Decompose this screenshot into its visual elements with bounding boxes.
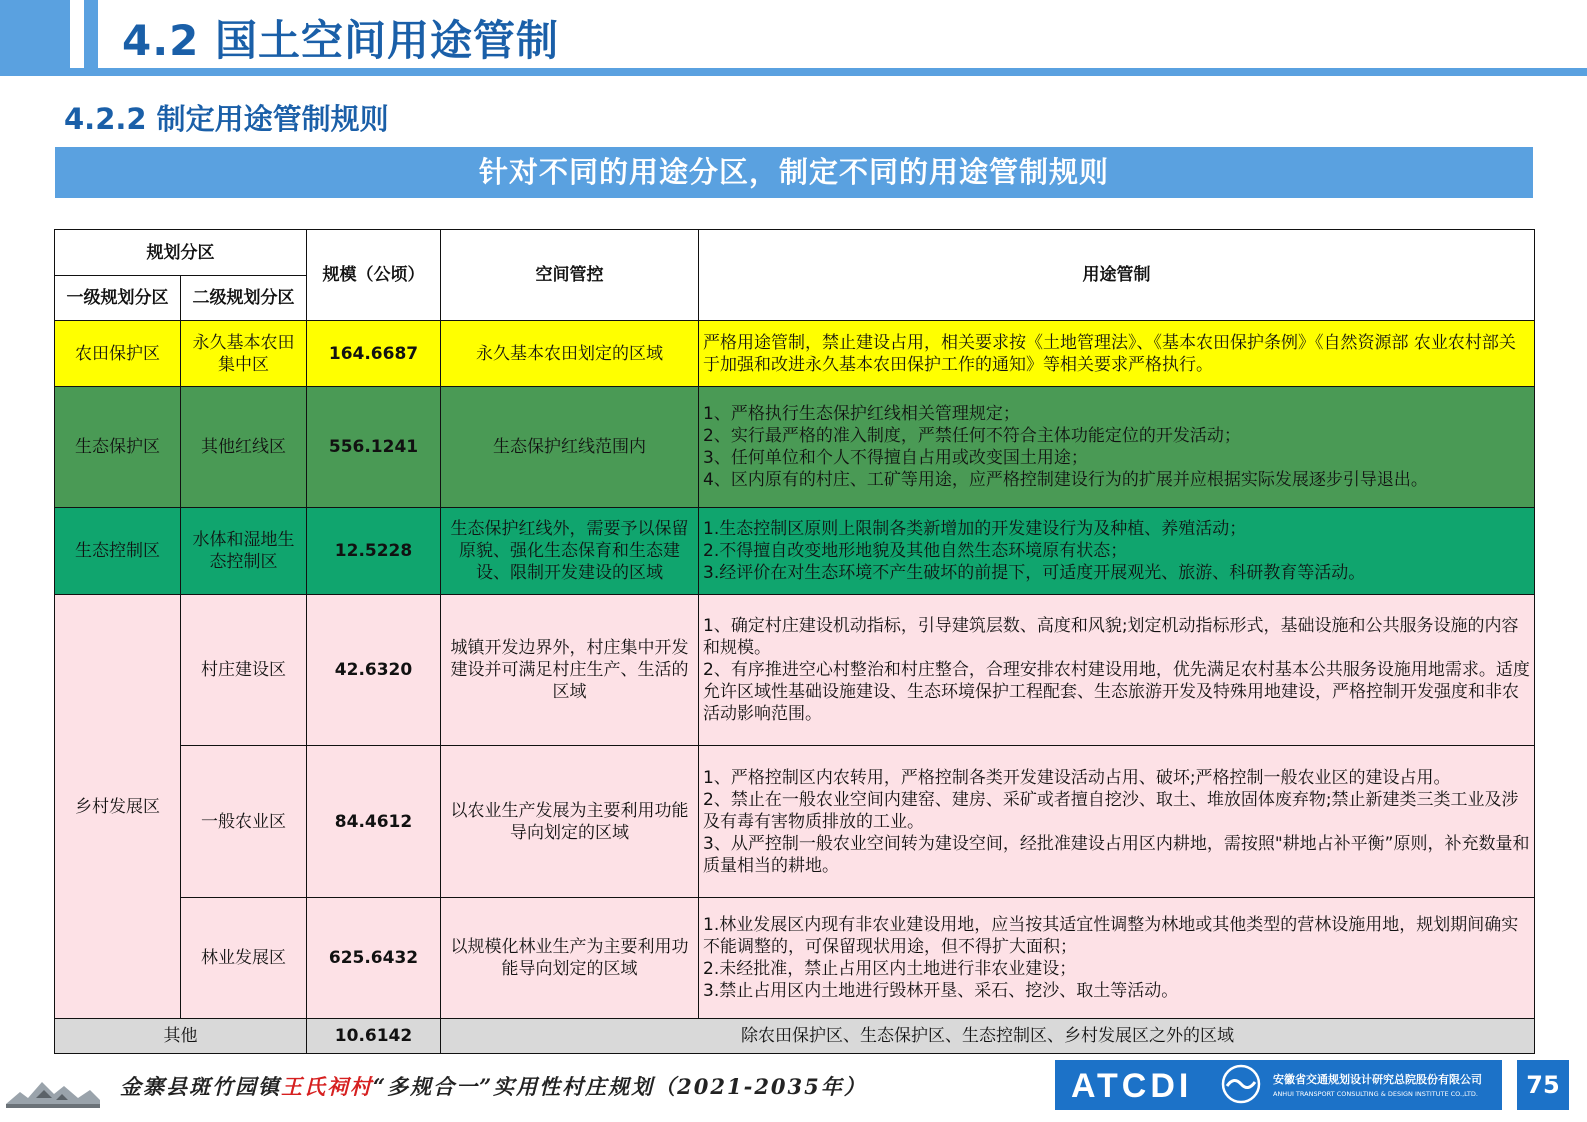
footer-village-name: 王氏祠村 [281,1074,373,1099]
space-control-cell: 以规模化林业生产为主要利用功能导向划定的区域 [441,898,699,1019]
space-control-cell: 以农业生产发展为主要利用功能导向划定的区域 [441,746,699,898]
header-level1: 一级规划分区 [55,276,181,321]
other-desc-cell: 除农田保护区、生态保护区、生态控制区、乡村发展区之外的区域 [441,1019,1535,1054]
brand-name-cn: 安徽省交通规划设计研究总院股份有限公司 [1273,1073,1482,1086]
table-row [55,595,1535,746]
level2-cell: 水体和湿地生态控制区 [181,508,307,595]
header-scale: 规模（公顷） [307,230,441,321]
brand-wave-icon [1221,1064,1261,1104]
page-number: 75 [1517,1060,1569,1110]
use-control-cell: 1、严格控制区内农转用，严格控制各类开发建设活动占用、破坏;严格控制一般农业区的建设占用。 2、禁止在一般农业空间内建窑、建房、采矿或者擅自挖沙、取土、堆放固体废弃物;禁止新建类三类工业及涉及有毒有害物质排放的工业。 3、从严控制一般农业空间转为建设空间，经批准建设占用区内耕地，需按照"耕地占补平衡”原则，补充数量和质量相当的耕地。 [699,746,1535,898]
header-level2: 二级规划分区 [181,276,307,321]
level1-cell: 农田保护区 [55,321,181,387]
page-title: 4.2 国土空间用途管制 [122,16,560,65]
level2-cell: 一般农业区 [181,746,307,898]
table-row [55,508,1535,595]
footer-project-title [120,1071,867,1101]
header-accent-stripe [84,0,98,68]
section-title: 4.2.2 制定用途管制规则 [64,102,389,136]
scale-cell: 42.6320 [307,595,441,746]
level2-cell: 林业发展区 [181,898,307,1019]
other-scale-cell: 10.6142 [307,1019,441,1054]
footer [0,1058,1587,1122]
space-control-cell: 城镇开发边界外，村庄集中开发建设并可满足村庄生产、生活的区域 [441,595,699,746]
scale-cell: 556.1241 [307,387,441,508]
use-control-cell: 1、确定村庄建设机动指标，引导建筑层数、高度和风貌;划定机动指标形式，基础设施和公共服务设施的内容和规模。 2、有序推进空心村整治和村庄整合，合理安排农村建设用地，优先满足农村基本公共服务设施用地需求。适度允许区域性基础设施建设、生态环境保护工程配套、生态旅游开发及特殊用地建设，严格控制开发强度和非农活动影响范围。 [699,595,1535,746]
brand-logo-text: ATCDI [1071,1067,1193,1105]
table-row [55,746,1535,898]
table-row-other [55,1019,1535,1054]
scale-cell: 625.6432 [307,898,441,1019]
banner: 针对不同的用途分区，制定不同的用途管制规则 [55,147,1533,198]
footer-text-pre: 金寨县斑竹园镇 [120,1074,281,1099]
level1-cell: 生态保护区 [55,387,181,508]
level1-cell: 生态控制区 [55,508,181,595]
level2-cell: 其他红线区 [181,387,307,508]
header-accent-block [0,0,70,68]
table-row [55,387,1535,508]
use-control-cell: 1.林业发展区内现有非农业建设用地，应当按其适宜性调整为林地或其他类型的营林设施用地，规划期间确实不能调整的，可保留现状用途，但不得扩大面积； 2.未经批准，禁止占用区内土地进行非农业建设； 3.禁止占用区内土地进行毁林开垦、采石、挖沙、取土等活动。 [699,898,1535,1019]
header-underline [0,68,1587,76]
use-control-table [54,229,1535,1054]
space-control-cell: 永久基本农田划定的区域 [441,321,699,387]
use-control-cell: 严格用途管制，禁止建设占用，相关要求按《土地管理法》、《基本农田保护条例》《自然资源部 农业农村部关于加强和改进永久基本农田保护工作的通知》等相关要求严格执行。 [699,321,1535,387]
table-row [55,321,1535,387]
header-band [0,0,1587,70]
brand-name-en: ANHUI TRANSPORT CONSULTING & DESIGN INSTITUTE CO.,LTD. [1273,1090,1478,1098]
table-row [55,898,1535,1019]
other-label-cell: 其他 [55,1019,307,1054]
village-landscape-icon [6,1068,100,1108]
space-control-cell: 生态保护红线范围内 [441,387,699,508]
scale-cell: 164.6687 [307,321,441,387]
use-control-cell: 1.生态控制区原则上限制各类新增加的开发建设行为及种植、养殖活动； 2.不得擅自改变地形地貌及其他自然生态环境原有状态； 3.经评价在对生态环境不产生破坏的前提下，可适度开展观光、旅游、科研教育等活动。 [699,508,1535,595]
space-control-cell: 生态保护红线外，需要予以保留原貌、强化生态保育和生态建设、限制开发建设的区域 [441,508,699,595]
scale-cell: 84.4612 [307,746,441,898]
company-brand [1055,1060,1502,1110]
header-use-control: 用途管制 [699,230,1535,321]
level2-cell: 村庄建设区 [181,595,307,746]
level2-cell: 永久基本农田集中区 [181,321,307,387]
footer-text-post: “多规合一”实用性村庄规划（2021-2035年） [373,1074,867,1099]
use-control-cell: 1、严格执行生态保护红线相关管理规定； 2、实行最严格的准入制度，严禁任何不符合主体功能定位的开发活动； 3、任何单位和个人不得擅自占用或改变国土用途； 4、区内原有的村庄、工矿等用途，应严格控制建设行为的扩展并应根据实际发展逐步引导退出。 [699,387,1535,508]
header-space-control: 空间管控 [441,230,699,321]
level1-cell: 乡村发展区 [55,595,181,1019]
header-zone: 规划分区 [55,230,307,276]
scale-cell: 12.5228 [307,508,441,595]
